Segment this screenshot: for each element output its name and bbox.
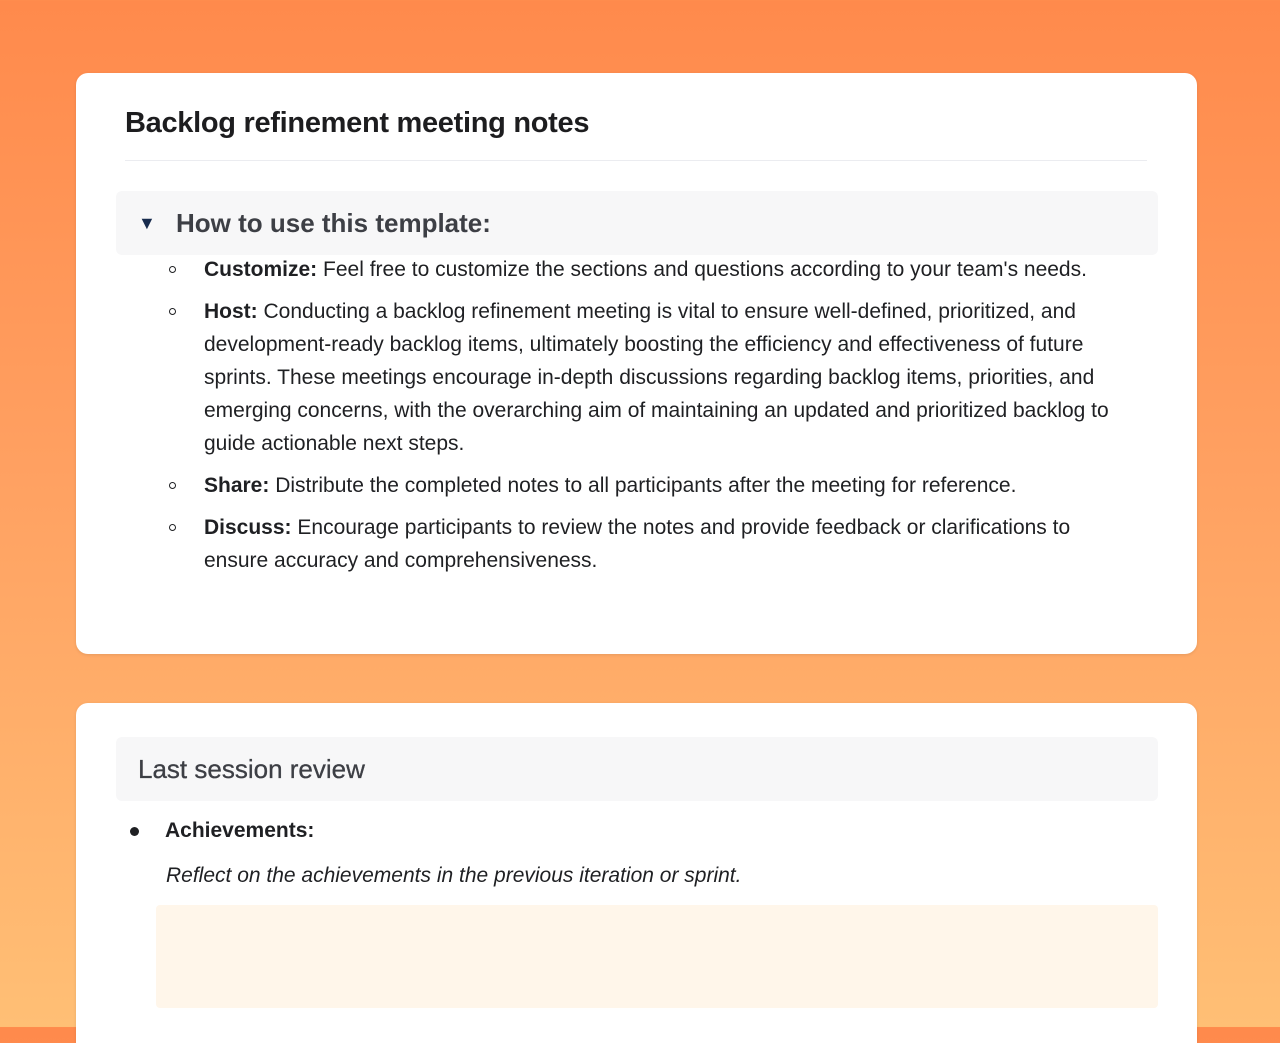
last-session-header xyxy=(116,737,1158,801)
tip-text: Distribute the completed notes to all participants after the meeting for reference. xyxy=(269,474,1017,497)
template-card xyxy=(76,73,1197,654)
tip-label: Host: xyxy=(204,300,258,323)
circle-bullet-icon xyxy=(169,266,176,273)
circle-bullet-icon xyxy=(169,524,176,531)
expand-title: How to use this template: xyxy=(176,207,491,238)
tip-text: Encourage participants to review the notes and provide feedback or clarifications to ensure accuracy and comprehensiveness. xyxy=(204,516,1071,572)
list-item xyxy=(162,253,1122,286)
section-title: Last session review xyxy=(138,753,365,784)
circle-bullet-icon xyxy=(169,308,176,315)
achievements-input[interactable] xyxy=(156,905,1158,1008)
how-to-use-expand[interactable] xyxy=(116,191,1158,255)
achievements-hint: Reflect on the achievements in the previous iteration or sprint. xyxy=(166,864,742,887)
achievements-item xyxy=(130,819,314,843)
achievements-label: Achievements: xyxy=(165,819,315,842)
list-item xyxy=(162,511,1122,577)
circle-bullet-icon xyxy=(169,482,176,489)
list-item xyxy=(162,469,1122,502)
page-title: Backlog refinement meeting notes xyxy=(125,107,590,139)
bullet-icon xyxy=(130,827,139,836)
caret-down-icon[interactable]: ▼ xyxy=(138,213,156,233)
tip-text: Conducting a backlog refinement meeting is vital to ensure well-defined, prioritized, and development-ready backlog items, ultimately boosting the efficiency and effectiveness of future sprints. These meetings encourage in-depth discussions regarding backlog items, priorities, and emerging concerns, with the overarching aim of maintaining an updated and prioritized backlog to guide actionable next steps. xyxy=(204,300,1109,455)
list-item xyxy=(162,295,1122,460)
tip-label: Discuss: xyxy=(204,516,292,539)
title-divider xyxy=(125,160,1147,161)
template-tips-list xyxy=(162,253,1122,586)
last-session-card xyxy=(76,703,1197,1043)
tip-label: Share: xyxy=(204,474,270,497)
tip-label: Customize: xyxy=(204,258,318,281)
tip-text: Feel free to customize the sections and questions according to your team's needs. xyxy=(317,258,1087,281)
